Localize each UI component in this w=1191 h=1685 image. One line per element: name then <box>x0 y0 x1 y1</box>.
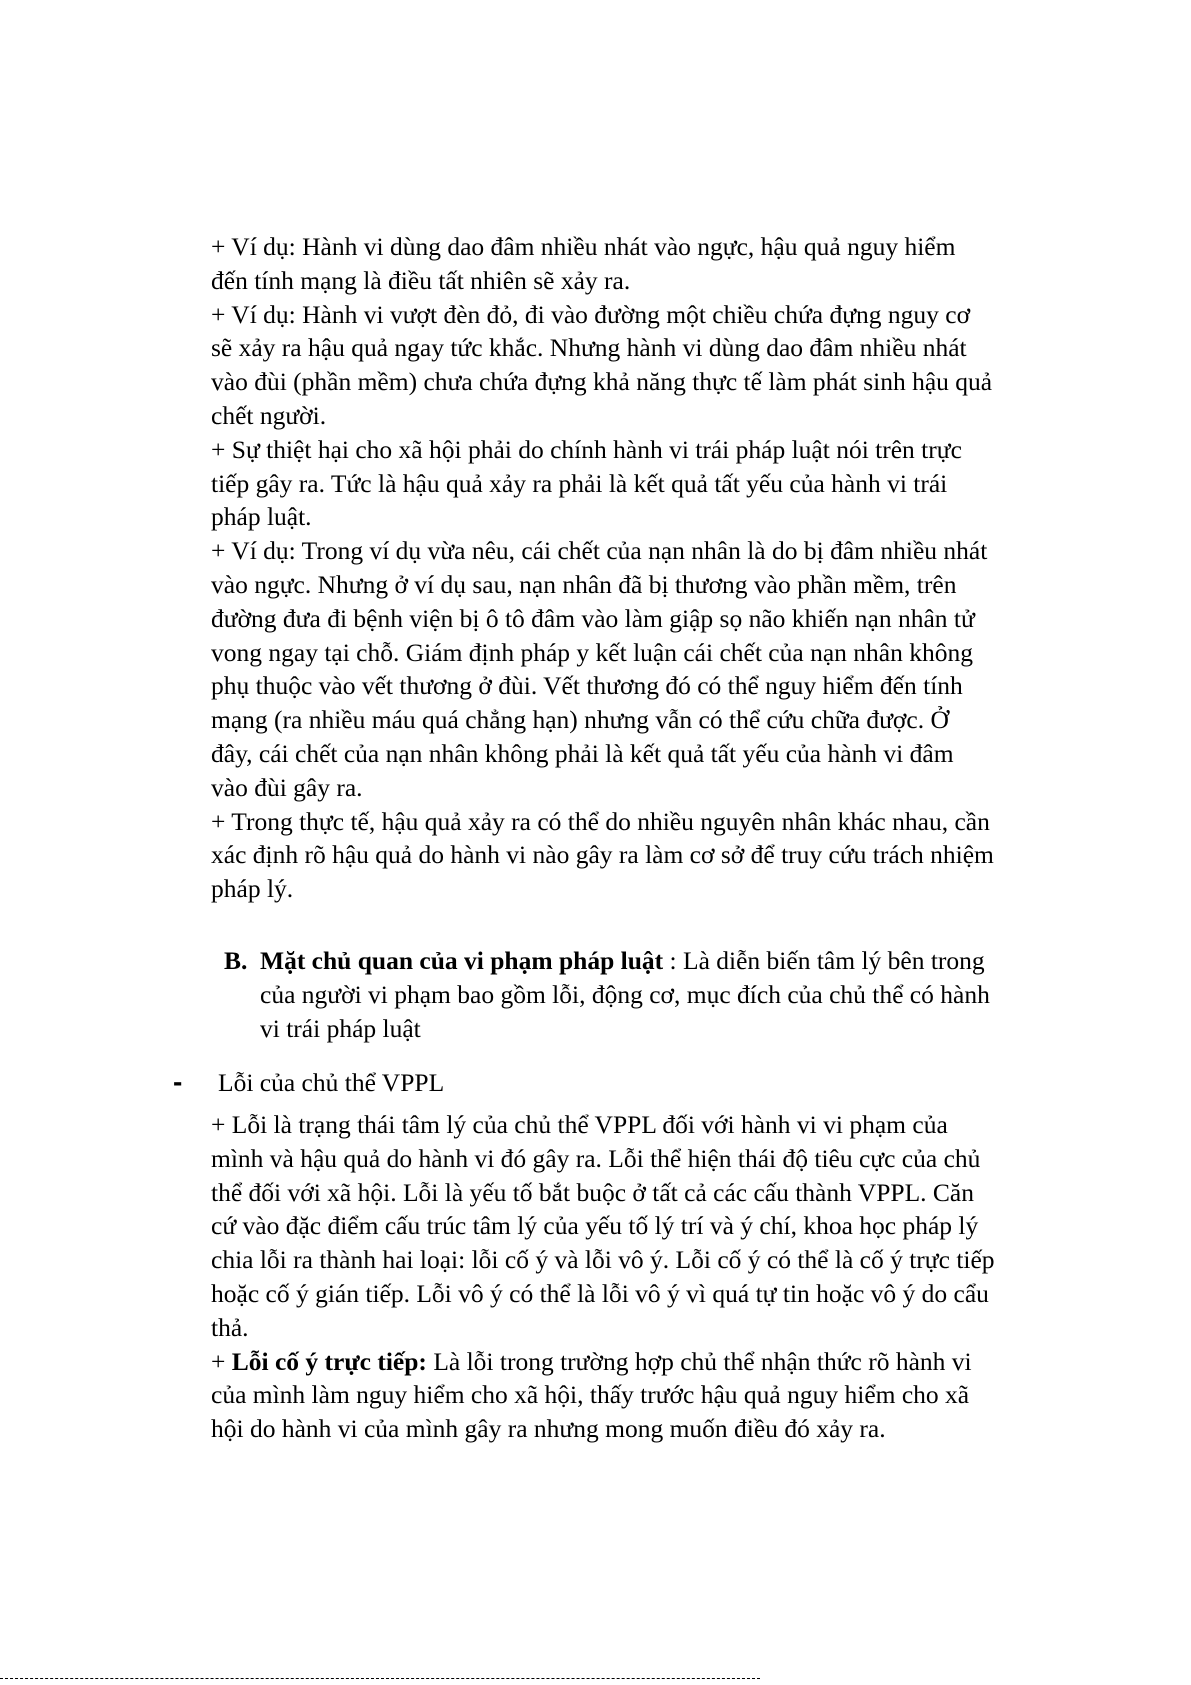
text-line: + Ví dụ: Trong ví dụ vừa nêu, cái chết của nạn nhân là do bị đâm nhiều nhát <box>211 536 988 566</box>
direct-intent-line-1 <box>211 1345 1061 1379</box>
text-line: tiếp gây ra. Tức là hậu quả xảy ra phải là kết quả tất yếu của hành vi trái <box>211 468 948 498</box>
text-line: + Ví dụ: Hành vi dùng dao đâm nhiều nhát vào ngực, hậu quả nguy hiểm <box>211 232 956 261</box>
text-line: sẽ xảy ra hậu quả ngay tức khắc. Nhưng hành vi dùng dao đâm nhiều nhát <box>211 333 967 363</box>
section-b-heading <box>224 944 1064 1045</box>
text-line: + Sự thiệt hại cho xã hội phải do chính hành vi trái pháp luật nói trên trực <box>211 434 962 464</box>
section-b-label: B. <box>224 946 248 975</box>
text-line: thể đối với xã hội. Lỗi là yếu tố bắt buộc ở tất cả các cấu thành VPPL. Căn <box>211 1177 974 1207</box>
text-line: chết người. <box>211 400 327 430</box>
text-line: pháp luật. <box>211 502 312 532</box>
text-line: đây, cái chết của nạn nhân không phải là kết quả tất yếu của hành vi đâm <box>211 738 954 768</box>
paragraph-block-fault <box>211 1108 1061 1446</box>
list-item-label: Lỗi của chủ thể VPPL <box>218 1068 445 1097</box>
text-line: vong ngay tại chỗ. Giám định pháp y kết luận cái chết của nạn nhân không <box>211 637 973 667</box>
section-b-desc: : Là diễn biến tâm lý bên trong <box>663 946 985 975</box>
text-line: xác định rõ hậu quả do hành vi nào gây ra làm cơ sở để truy cứu trách nhiệm <box>211 840 994 870</box>
section-b-title: Mặt chủ quan của vi phạm pháp luật <box>260 946 664 975</box>
section-b-line-1 <box>224 944 1064 978</box>
text-line: phụ thuộc vào vết thương ở đùi. Vết thương đó có thể nguy hiểm đến tính <box>211 671 963 701</box>
text-line: cứ vào đặc điểm cấu trúc tâm lý của yếu tố lý trí và ý chí, khoa học pháp lý <box>211 1211 979 1241</box>
text-line: hoặc cố ý gián tiếp. Lỗi vô ý có thể là lỗi vô ý vì quá tự tin hoặc vô ý do cẩu <box>211 1278 989 1308</box>
page-bottom-divider <box>0 1678 760 1679</box>
text-line: + Ví dụ: Hành vi vượt đèn đỏ, đi vào đường một chiều chứa đựng nguy cơ <box>211 299 971 329</box>
section-b-line-2: của người vi phạm bao gồm lỗi, động cơ, mục đích của chủ thể có hành <box>260 979 990 1009</box>
text-line: chia lỗi ra thành hai loại: lỗi cố ý và lỗi vô ý. Lỗi cố ý có thể là cố ý trực tiếp <box>211 1245 995 1275</box>
text-line: đến tính mạng là điều tất nhiên sẽ xảy ra. <box>211 265 631 295</box>
section-b-line-3: vi trái pháp luật <box>260 1013 421 1043</box>
text-line: vào đùi gây ra. <box>211 772 363 802</box>
text-line: vào đùi (phần mềm) chưa chứa đựng khả năng thực tế làm phát sinh hậu quả <box>211 367 993 397</box>
text-line: đường đưa đi bệnh viện bị ô tô đâm vào làm giập sọ não khiến nạn nhân tử <box>211 603 975 633</box>
direct-intent-line-3: hội do hành vi của mình gây ra nhưng mong muốn điều đó xảy ra. <box>211 1414 886 1444</box>
text-line: thả. <box>211 1312 249 1342</box>
direct-intent-desc: Là lỗi trong trường hợp chủ thể nhận thức rõ hành vi <box>426 1346 972 1376</box>
paragraph-block-consequences <box>211 230 1061 906</box>
direct-intent-term: Lỗi cố ý trực tiếp: <box>231 1346 427 1376</box>
text-line: mạng (ra nhiều máu quá chẳng hạn) nhưng vẫn có thể cứu chữa được. Ở <box>211 705 949 735</box>
list-item-fault <box>173 1065 444 1100</box>
direct-intent-prefix: + <box>211 1346 232 1376</box>
text-line: mình và hậu quả do hành vi đó gây ra. Lỗi thể hiện thái độ tiêu cực của chủ <box>211 1143 981 1173</box>
text-line: pháp lý. <box>211 874 294 904</box>
direct-intent-line-2: của mình làm nguy hiểm cho xã hội, thấy trước hậu quả nguy hiểm cho xã <box>211 1380 970 1410</box>
text-line: + Trong thực tế, hậu quả xảy ra có thể do nhiều nguyên nhân khác nhau, cần <box>211 806 990 836</box>
dash-bullet-icon: - <box>173 1066 183 1097</box>
text-line: + Lỗi là trạng thái tâm lý của chủ thể VPPL đối với hành vi vi phạm của <box>211 1110 948 1139</box>
text-line: vào ngực. Nhưng ở ví dụ sau, nạn nhân đã bị thương vào phần mềm, trên <box>211 569 957 599</box>
